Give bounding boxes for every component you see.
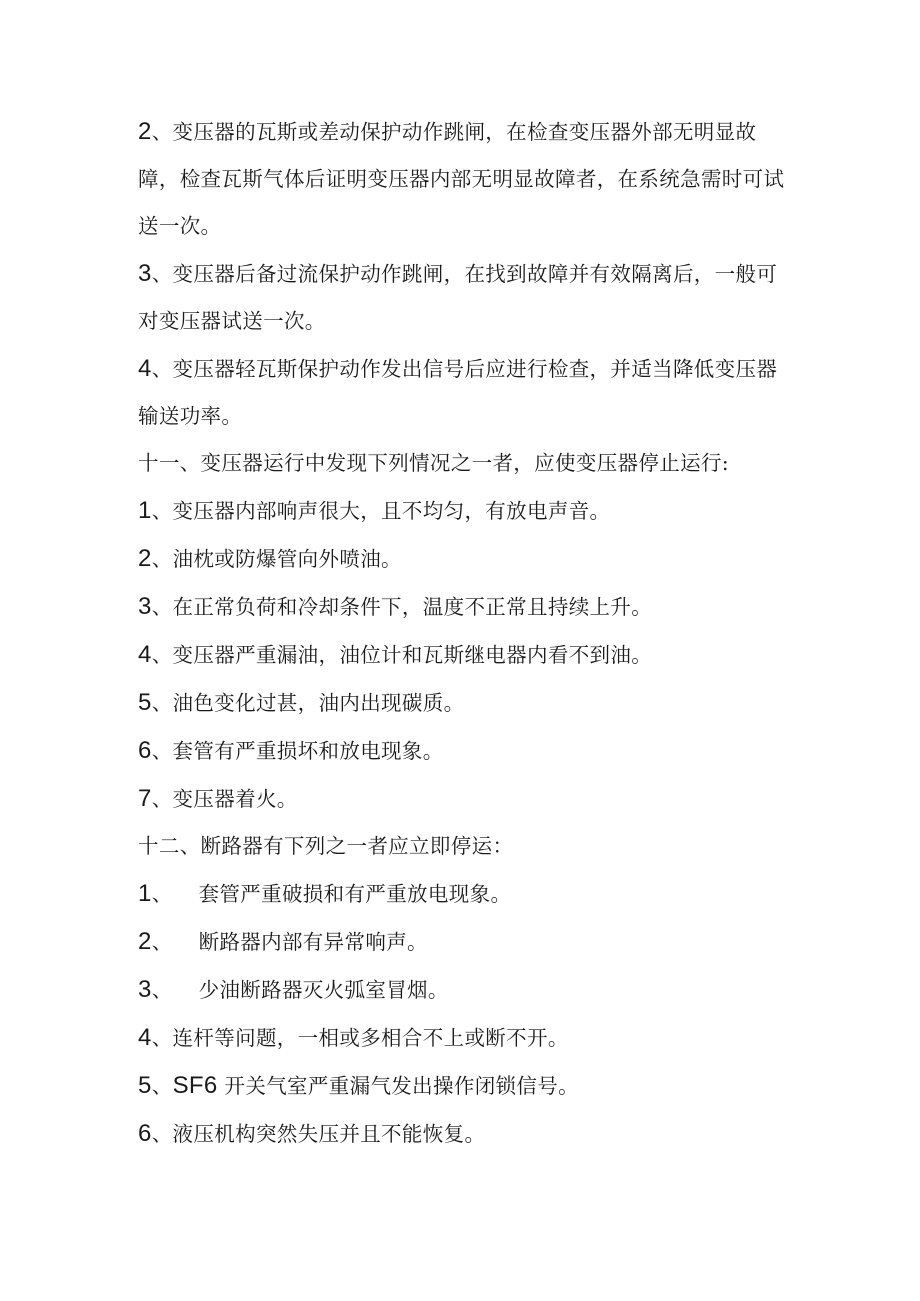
- item-number: 5: [138, 689, 152, 716]
- item-text: 少油断路器灭火弧室冒烟。: [198, 978, 449, 1002]
- list-item: [138, 1014, 788, 1062]
- list-item: [138, 966, 788, 1014]
- item-number: 5: [138, 1072, 152, 1099]
- paragraph: [138, 250, 788, 345]
- item-text: 、变压器严重漏油，油位计和瓦斯继电器内看不到油。: [151, 643, 653, 667]
- list-item: [138, 535, 788, 583]
- paragraph: [138, 108, 788, 250]
- list-item: [138, 870, 788, 918]
- item-text: 、连杆等问题，一相或多相合不上或断不开。: [151, 1026, 569, 1050]
- item-text: 、变压器着火。: [151, 787, 298, 811]
- heading-text: 十一、变压器运行中发现下列情况之一者，应使变压器停止运行:: [138, 451, 730, 475]
- item-separator: 、: [151, 978, 173, 1002]
- item-number: 2: [138, 118, 152, 145]
- item-text: 套管严重破损和有严重放电现象。: [198, 882, 512, 906]
- item-separator: 、: [151, 930, 173, 954]
- item-number: 4: [138, 355, 152, 382]
- section-heading: [138, 440, 788, 487]
- item-separator: 、: [151, 882, 173, 906]
- paragraph: [138, 345, 788, 440]
- paragraph-text: 、变压器后备过流保护动作跳闸，在找到故障并有效隔离后，一般可对变压器试送一次。: [138, 262, 778, 333]
- equipment-code: SF6: [172, 1072, 218, 1099]
- list-item: [138, 727, 788, 775]
- paragraph-text: 、变压器的瓦斯或差动保护动作跳闸，在检查变压器外部无明显故障，检查瓦斯气体后证明变压器内部无明显故障者，在系统急需时可试送一次。: [138, 120, 785, 238]
- item-text: 、液压机构突然失压并且不能恢复。: [151, 1122, 486, 1146]
- list-item: [138, 583, 788, 631]
- item-number: 2: [138, 928, 152, 955]
- list-item: [138, 487, 788, 535]
- item-text: 开关气室严重漏气发出操作闭锁信号。: [217, 1074, 579, 1098]
- item-number: 1: [138, 497, 152, 524]
- list-item: [138, 679, 788, 727]
- list-item: [138, 631, 788, 679]
- item-separator: 、: [151, 1074, 173, 1098]
- item-text: 、套管有严重损坏和放电现象。: [151, 739, 444, 763]
- item-number: 4: [138, 1024, 152, 1051]
- document-body: [138, 108, 788, 1158]
- item-text: 、油枕或防爆管向外喷油。: [151, 547, 402, 571]
- item-number: 1: [138, 880, 152, 907]
- item-number: 3: [138, 593, 152, 620]
- paragraph-text: 、变压器轻瓦斯保护动作发出信号后应进行检查，并适当降低变压器输送功率。: [138, 357, 778, 428]
- item-number: 7: [138, 785, 152, 812]
- item-text: 断路器内部有异常响声。: [198, 930, 428, 954]
- item-number: 2: [138, 545, 152, 572]
- item-number: 6: [138, 737, 152, 764]
- heading-text: 十二、断路器有下列之一者应立即停运：: [138, 834, 514, 858]
- list-item: [138, 918, 788, 966]
- item-number: 3: [138, 260, 152, 287]
- section-heading: [138, 823, 788, 870]
- list-item: [138, 1110, 788, 1158]
- item-text: 、油色变化过甚，油内出现碳质。: [151, 691, 465, 715]
- item-text: 、变压器内部响声很大，且不均匀，有放电声音。: [151, 499, 611, 523]
- list-item: [138, 1062, 788, 1110]
- item-number: 4: [138, 641, 152, 668]
- item-number: 3: [138, 976, 152, 1003]
- item-text: 、在正常负荷和冷却条件下，温度不正常且持续上升。: [151, 595, 653, 619]
- item-number: 6: [138, 1120, 152, 1147]
- list-item: [138, 775, 788, 823]
